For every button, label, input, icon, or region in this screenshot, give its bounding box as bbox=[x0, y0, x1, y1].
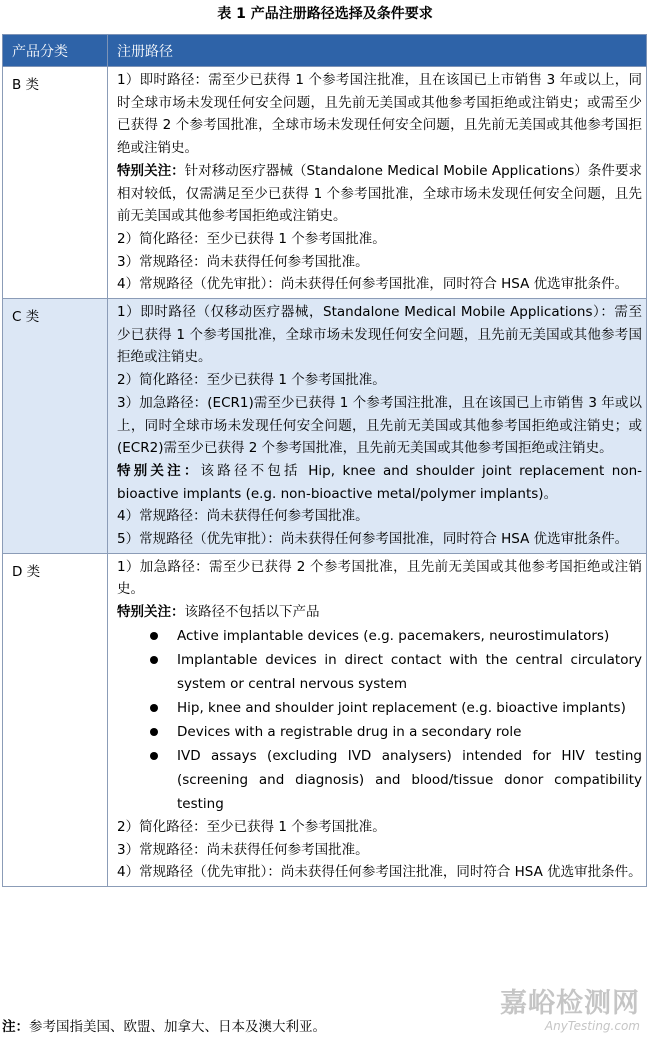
table-caption: 表 1 产品注册路径选择及条件要求 bbox=[217, 6, 433, 22]
path-item: 5）常规路径（优先审批）：尚未获得任何参考国批准，同时符合 HSA 优选审批条件。 bbox=[117, 531, 629, 548]
path-item: 4）常规路径：尚未获得任何参考国批准。 bbox=[117, 508, 369, 525]
table-footnote bbox=[2, 1016, 326, 1038]
header-registration-path: 注册路径 bbox=[108, 35, 647, 67]
special-note-label: 特别关注： bbox=[117, 604, 185, 621]
bullet-icon bbox=[150, 752, 158, 760]
path-item: 3）加急路径：(ECR1)需至少已获得 1 个参考国注批准，且在该国已上市销售 3 年或以上，同时全球市场未发现任何安全问题，且先前无美国或其他参考国拒绝或注销史；或(ECR2)需至少已获得 2 个参考国批准，且先前无美国或其他参考国拒绝或注销史。 bbox=[117, 394, 642, 457]
special-note-item bbox=[117, 460, 642, 505]
path-item: 1）加急路径：需至少已获得 2 个参考国批准，且先前无美国或其他参考国拒绝或注销史。 bbox=[117, 558, 642, 598]
category-cell: D 类 bbox=[3, 553, 108, 886]
registration-path-table bbox=[2, 34, 647, 887]
path-item: 1）即时路径：需至少已获得 1 个参考国注批准，且在该国已上市销售 3 年或以上，同时全球市场未发现任何安全问题，且先前无美国或其他参考国拒绝或注销史；或需至少已获得 2 个参考国批准，全球市场未发现任何安全问题，且先前无美国或其他参考国拒绝或注销史。 bbox=[117, 72, 642, 157]
special-note-item bbox=[117, 601, 642, 624]
watermark bbox=[500, 990, 640, 1032]
path-item: 4）常规路径（优先审批）：尚未获得任何参考国注批准，同时符合 HSA 优选审批条件。 bbox=[117, 864, 642, 881]
special-note-label: 特别关注： bbox=[117, 162, 185, 179]
list-item: Hip, knee and shoulder joint replacement (e.g. bioactive implants) bbox=[177, 696, 642, 720]
path-cell bbox=[108, 553, 647, 886]
watermark-url: AnyTesting.com bbox=[544, 1019, 640, 1033]
bullet-icon bbox=[150, 704, 158, 712]
table-row-class-c bbox=[3, 299, 647, 554]
path-item: 2）简化路径：至少已获得 1 个参考国批准。 bbox=[117, 372, 386, 389]
list-item: IVD assays (excluding IVD analysers) intended for HIV testing (screening and diagnosis) and blood/tissue donor compatibility testing bbox=[177, 744, 642, 816]
path-item: 3）常规路径：尚未获得任何参考国批准。 bbox=[117, 841, 369, 858]
footnote-label: 注： bbox=[2, 1019, 29, 1035]
special-note-text: 针对移动医疗器械（Standalone Medical Mobile Applications）条件要求相对较低，仅需满足至少已获得 1 个参考国批准，全球市场未发现任何安全问题，且先前无美国或其他参考国拒绝或注销史。 bbox=[117, 162, 642, 225]
path-item: 2）简化路径：至少已获得 1 个参考国批准。 bbox=[117, 818, 386, 835]
special-note-text: 该路径不包括 Hip, knee and shoulder joint replacement non-bioactive implants (e.g. non-bioactive metal/polymer implants)。 bbox=[117, 462, 642, 502]
bullet-icon bbox=[150, 728, 158, 736]
list-item: Active implantable devices (e.g. pacemakers, neurostimulators) bbox=[177, 624, 642, 648]
header-category: 产品分类 bbox=[3, 35, 108, 67]
list-item: Implantable devices in direct contact with the central circulatory system or central nervous system bbox=[177, 648, 642, 696]
path-cell bbox=[108, 67, 647, 299]
path-item: 3）常规路径：尚未获得任何参考国批准。 bbox=[117, 253, 369, 270]
watermark-logo-text: 嘉峪检测网 bbox=[500, 988, 640, 1019]
path-item: 1）即时路径（仅移动医疗器械，Standalone Medical Mobile Applications）：需至少已获得 1 个参考国批准，全球市场未发现任何安全问题，且先前无美国或其他参考国拒绝或注销史。 bbox=[117, 304, 642, 366]
category-cell: C 类 bbox=[3, 299, 108, 554]
excluded-products-list bbox=[117, 624, 642, 816]
path-item: 4）常规路径（优先审批）：尚未获得任何参考国批准，同时符合 HSA 优选审批条件。 bbox=[117, 276, 629, 293]
table-row-class-b bbox=[3, 67, 647, 299]
special-note-item bbox=[117, 160, 642, 228]
table-header-row bbox=[3, 35, 647, 67]
path-item: 2）简化路径：至少已获得 1 个参考国批准。 bbox=[117, 230, 386, 247]
bullet-icon bbox=[150, 656, 158, 664]
bullet-icon bbox=[150, 632, 158, 640]
special-note-label: 特别关注： bbox=[117, 462, 201, 479]
list-item: Devices with a registrable drug in a secondary role bbox=[177, 720, 642, 744]
category-cell: B 类 bbox=[3, 67, 108, 299]
path-cell bbox=[108, 299, 647, 554]
footnote-text: 参考国指美国、欧盟、加拿大、日本及澳大利亚。 bbox=[29, 1019, 326, 1035]
special-note-text: 该路径不包括以下产品 bbox=[184, 604, 320, 621]
table-row-class-d bbox=[3, 553, 647, 886]
